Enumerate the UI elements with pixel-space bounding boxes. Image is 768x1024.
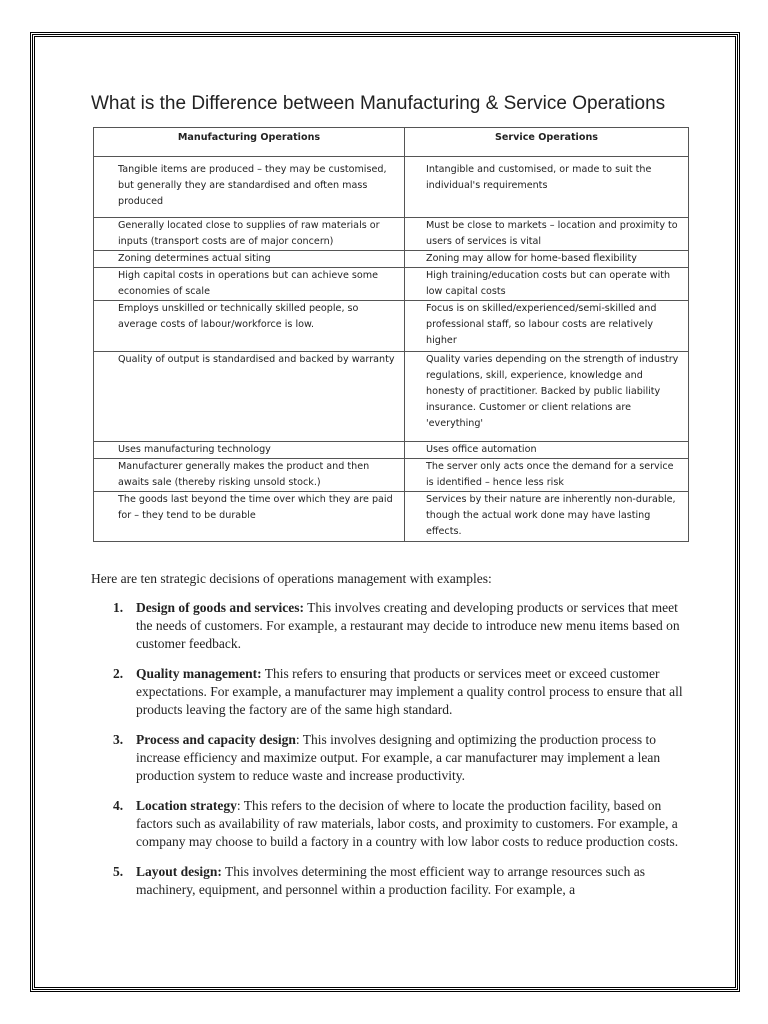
manufacturing-cell: Employs unskilled or technically skilled people, so average costs of labour/workforce is low. [94,301,405,352]
manufacturing-cell: Zoning determines actual siting [94,251,405,268]
service-cell: Focus is on skilled/experienced/semi-skilled and professional staff, so labour costs are relatively higher [405,301,689,352]
list-number: 1. [113,600,124,615]
table-row [94,352,689,442]
table-row [94,459,689,492]
table-row [94,218,689,251]
table-row [94,301,689,352]
manufacturing-cell: Generally located close to supplies of raw materials or inputs (transport costs are of major concern) [94,218,405,251]
service-cell: Must be close to markets – location and proximity to users of services is vital [405,218,689,251]
manufacturing-cell: Quality of output is standardised and backed by warranty [94,352,405,442]
table-row [94,442,689,459]
list-item [110,797,690,851]
list-number: 4. [113,798,124,813]
decision-text: This refers to ensuring that products or services meet or exceed customer expectations. For example, a manufacturer may implement a quality control process to ensure that all products leaving the factory are of the same high standard. [136,666,683,717]
intro-paragraph: Here are ten strategic decisions of operations management with examples: [91,571,492,586]
manufacturing-cell: Tangible items are produced – they may be customised, but generally they are standardised and often mass produced [94,157,405,218]
service-cell: High training/education costs but can operate with low capital costs [405,268,689,301]
page-title: What is the Difference between Manufacturing & Service Operations [91,93,666,114]
decision-text: This involves creating and developing products or services that meet the needs of customers. For example, a restaurant may decide to introduce new menu items based on customer feedback. [136,600,680,651]
decisions-list [110,599,690,911]
manufacturing-cell: Manufacturer generally makes the product and then awaits sale (thereby risking unsold stock.) [94,459,405,492]
decision-term: Quality management: [136,666,262,681]
manufacturing-cell: Uses manufacturing technology [94,442,405,459]
service-cell: Intangible and customised, or made to suit the individual's requirements [405,157,689,218]
list-number: 3. [113,732,124,747]
decision-term: Location strategy [136,798,237,813]
list-number: 5. [113,864,124,879]
list-item [110,599,690,653]
column-header-manufacturing: Manufacturing Operations [94,128,405,157]
list-item [110,863,690,899]
list-item [110,731,690,785]
table-row [94,268,689,301]
service-cell: Quality varies depending on the strength of industry regulations, skill, experience, knowledge and honesty of practitioner. Backed by public liability insurance. Customer or client relations are 'everything' [405,352,689,442]
decision-text: This involves determining the most efficient way to arrange resources such as machinery, equipment, and personnel within a production facility. For example, a [136,864,646,897]
service-cell: Services by their nature are inherently non-durable, though the actual work done may have lasting effects. [405,492,689,542]
decision-text: : This involves designing and optimizing the production process to increase efficiency and maximize output. For example, a car manufacturer may implement a lean production system to reduce waste and increase productivity. [136,732,661,783]
service-cell: The server only acts once the demand for a service is identified – hence less risk [405,459,689,492]
table-row [94,492,689,542]
comparison-table [93,127,689,542]
decision-text: : This refers to the decision of where to locate the production facility, based on factors such as availability of raw materials, labor costs, and proximity to customers. For example, a company may choose to build a factory in a country with low labor costs to reduce production costs. [136,798,679,849]
table-row [94,251,689,268]
table-header-row [94,128,689,157]
list-number: 2. [113,666,124,681]
column-header-service: Service Operations [405,128,689,157]
decision-term: Layout design: [136,864,222,879]
manufacturing-cell: The goods last beyond the time over which they are paid for – they tend to be durable [94,492,405,542]
decision-term: Design of goods and services: [136,600,304,615]
table-row [94,157,689,218]
manufacturing-cell: High capital costs in operations but can achieve some economies of scale [94,268,405,301]
service-cell: Uses office automation [405,442,689,459]
decision-term: Process and capacity design [136,732,296,747]
list-item [110,665,690,719]
service-cell: Zoning may allow for home-based flexibility [405,251,689,268]
